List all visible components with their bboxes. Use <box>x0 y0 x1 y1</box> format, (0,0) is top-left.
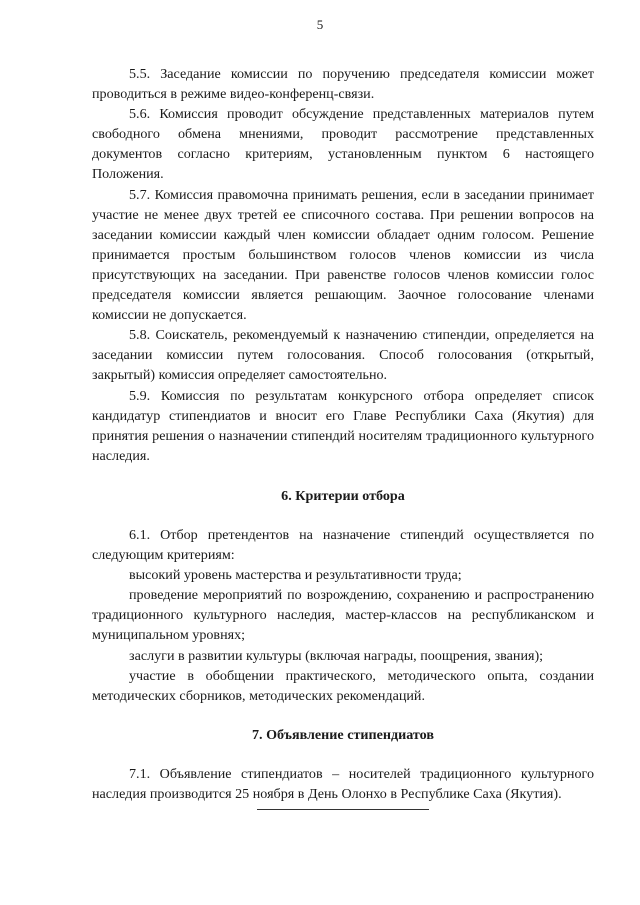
paragraph-5-7: 5.7. Комиссия правомочна принимать решения, если в заседании принимает участие не менее двух третей ее списочного состава. При решении вопросов на заседании комиссии каждый член комиссии обладает одним голосом. Решение принимается простым большинством голосов членов комиссии из числа присутствующих на заседании. При равенстве голосов членов комиссии голос председателя комиссии является решающим. Заочное голосование членами комиссии не допускается. <box>92 186 594 324</box>
page-number: 5 <box>316 17 324 32</box>
section-7-heading: 7. Объявление стипендиатов <box>252 726 434 743</box>
criterion-item: высокий уровень мастерства и результативности труда; <box>129 567 462 584</box>
paragraph-5-9: 5.9. Комиссия по результатам конкурсного отбора определяет список кандидатур стипендиатов и вносит его Главе Республики Саха (Якутия) для принятия решения о назначении стипендий носителям традиционного культурного наследия. <box>92 387 594 464</box>
paragraph-5-5: 5.5. Заседание комиссии по поручению председателя комиссии может проводиться в режиме видео-конференц-связи. <box>92 66 594 103</box>
end-divider-line <box>257 809 429 810</box>
criterion-item: заслуги в развитии культуры (включая награды, поощрения, звания); <box>129 647 544 664</box>
paragraph-5-6: 5.6. Комиссия проводит обсуждение представленных материалов путем свободного обмена мнениями, проводит рассмотрение представленных документов согласно критериям, установленным пунктом 6 настоящего Положения. <box>92 106 594 183</box>
section-6-heading: 6. Критерии отбора <box>281 487 405 504</box>
criterion-item: участие в обобщении практического, методического опыта, создании методических сборников, методических рекомендаций. <box>92 667 594 704</box>
paragraph-6-1: 6.1. Отбор претендентов на назначение стипендий осуществляется по следующим критериям: <box>92 526 594 564</box>
paragraph-5-8: 5.8. Соискатель, рекомендуемый к назначению стипендии, определяется на заседании комиссии путем голосования. Способ голосования (открытый, закрытый) комиссия определяет самостоятельно. <box>92 327 594 384</box>
criterion-item: проведение мероприятий по возрождению, сохранению и распространению традиционного культурного наследия, мастер-классов на республиканском и муниципальном уровнях; <box>92 587 594 644</box>
paragraph-7-1: 7.1. Объявление стипендиатов – носителей традиционного культурного наследия производится 25 ноября в День Олонхо в Республике Саха (Якутия). <box>92 765 594 802</box>
document-body <box>92 64 594 804</box>
